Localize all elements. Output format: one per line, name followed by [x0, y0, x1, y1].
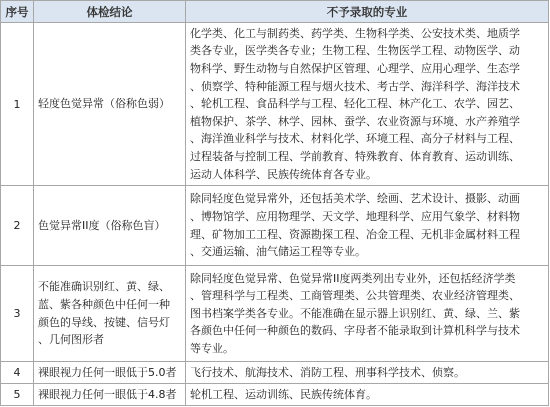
- excluded-majors-cell: [186, 362, 549, 384]
- row-index: 2: [1, 186, 34, 266]
- excluded-majors-text: 飞行技术、航海技术、消防工程、刑事科学技术、侦察。: [190, 365, 465, 379]
- row-index: 3: [1, 266, 34, 362]
- exam-conclusion-cell: [34, 362, 186, 384]
- exam-conclusion-cell: [34, 23, 186, 186]
- excluded-majors-text: 物科学、野生动物与自然保护区管理、心理学、应用心理学、生态学: [190, 62, 520, 76]
- excluded-majors-cell: [186, 23, 549, 186]
- excluded-majors-text: 、海洋渔业科学与技术、材料化学、环境工程、高分子材料与工程、: [190, 132, 520, 146]
- excluded-majors-text: 图书档案学类各专业。不能准确在显示器上识别红、黄、绿、兰、紫: [190, 306, 520, 320]
- exam-conclusion-text: 裸眼视力任何一眼低于5.0者: [38, 365, 177, 379]
- excluded-majors-cell: [186, 186, 549, 266]
- header-excluded-majors: 不予录取的专业: [186, 1, 549, 23]
- excluded-majors-text: 化学类、化工与制药类、药学类、生物科学类、公安技术类、地质学: [190, 26, 520, 40]
- excluded-majors-text: 、交通运输、油气储运工程等专业。: [190, 245, 366, 259]
- excluded-majors-cell: [186, 266, 549, 362]
- table-header-row: [1, 1, 549, 23]
- row-index: 4: [1, 362, 34, 384]
- exam-conclusion-text: 、几何图形者: [38, 333, 104, 347]
- excluded-majors-text: 、管理科学与工程类、工商管理类、公共管理类、农业经济管理类、: [190, 289, 520, 303]
- table-row: [1, 362, 549, 384]
- excluded-majors-text: 运动人体科学、民族传统体育各专业。: [190, 167, 377, 181]
- excluded-majors-text: 植物保护、茶学、林学、园林、蚕学、农业资源与环境、水产养殖学: [190, 114, 520, 128]
- exam-conclusion-cell: [34, 384, 186, 406]
- exam-conclusion-text: 蓝、紫各种颜色中任何一种: [38, 297, 170, 311]
- excluded-majors-text: 等专业。: [190, 341, 234, 355]
- table-row: [1, 384, 549, 406]
- excluded-majors-cell: [186, 384, 549, 406]
- exam-conclusion-text: 不能准确识别红、黄、绿、: [38, 280, 170, 294]
- excluded-majors-text: 除同轻度色觉异常外，还包括美术学、绘画、艺术设计、摄影、动画: [190, 192, 520, 206]
- table-body: [1, 23, 549, 406]
- header-exam-conclusion: 体检结论: [34, 1, 186, 23]
- excluded-majors-text: 过程装备与控制工程、学前教育、特殊教育、体育教育、运动训练、: [190, 149, 520, 163]
- excluded-majors-text: 除同轻度色觉异常、色觉异常II度两类列出专业外，还包括经济学类: [190, 271, 516, 285]
- exam-conclusion-cell: [34, 266, 186, 362]
- exam-conclusion-cell: [34, 186, 186, 266]
- excluded-majors-text: 、侦察学、特种能源工程与烟火技术、考古学、海洋科学、海洋技术: [190, 79, 520, 93]
- table-row: [1, 266, 549, 362]
- exam-conclusion-text: 轻度色觉异常（俗称色弱）: [38, 97, 170, 111]
- exam-conclusion-text: 色觉异常II度（俗称色盲）: [38, 218, 166, 232]
- excluded-majors-text: 各颜色中任何一种颜色的数码、字母者不能录取到计算机科学与技术: [190, 324, 520, 338]
- table-row: [1, 23, 549, 186]
- excluded-majors-text: 理、矿物加工工程、资源勘探工程、冶金工程、无机非金属材料工程: [190, 227, 520, 241]
- row-index: 1: [1, 23, 34, 186]
- excluded-majors-text: 、博物馆学、应用物理学、天文学、地理科学、应用气象学、材料物: [190, 209, 520, 223]
- excluded-majors-text: 轮机工程、运动训练、民族传统体育。: [190, 387, 377, 401]
- excluded-majors-text: 、轮机工程、食品科学与工程、轻化工程、林产化工、农学、园艺、: [190, 97, 520, 111]
- header-index: 序号: [1, 1, 34, 23]
- exam-conclusion-text: 颜色的导线、按键、信号灯: [38, 315, 170, 329]
- exam-conclusion-text: 裸眼视力任何一眼低于4.8者: [38, 387, 177, 401]
- row-index: 5: [1, 384, 34, 406]
- table-row: [1, 186, 549, 266]
- excluded-majors-text: 类各专业，医学类各专业；生物工程、生物医学工程、动物医学、动: [190, 44, 520, 58]
